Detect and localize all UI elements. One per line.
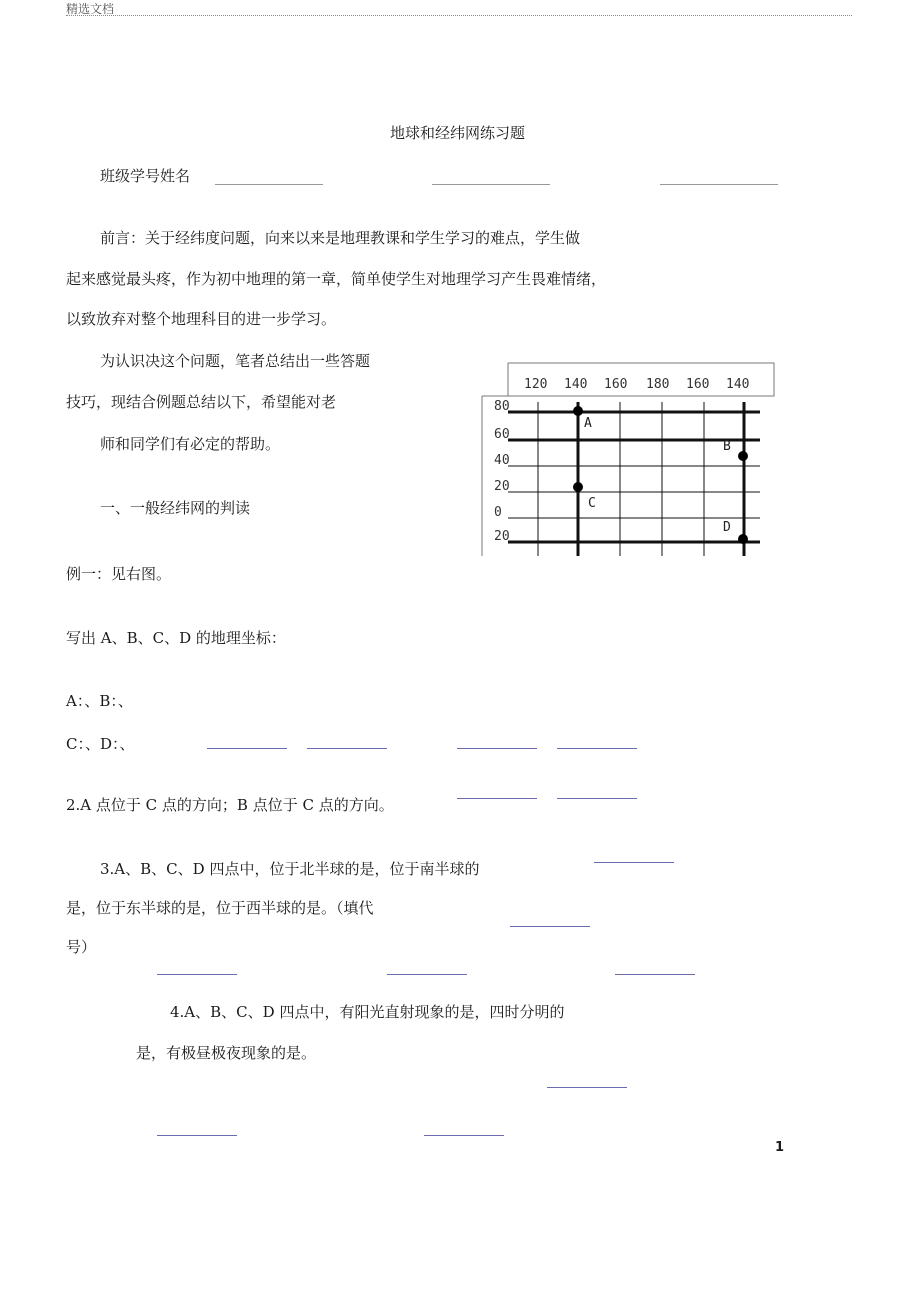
answer-blank[interactable] [547, 1087, 627, 1088]
question-1-line-1: A：、B：、 [66, 692, 133, 710]
intro-line-3: 师和同学们有必定的帮助。 [100, 435, 281, 453]
question-1-line-2: C：、D：、 [66, 735, 135, 753]
question-3-line-3: 号） [66, 938, 97, 956]
intro-line-2: 技巧，现结合例题总结以下，希望能对老 [66, 393, 337, 411]
preface-line-2: 起来感觉最头疼，作为初中地理的第一章，简单使学生对地理学习产生畏难情绪， [66, 270, 607, 288]
preface-line-3: 以致放弃对整个地理科目的进一步学习。 [66, 310, 337, 328]
point-c-marker [573, 482, 583, 492]
longitude-label: 140 [726, 377, 750, 392]
latitude-label: 60 [494, 427, 510, 442]
answer-blank[interactable] [557, 748, 637, 749]
answer-blank[interactable] [557, 798, 637, 799]
point-b-label: B [723, 439, 731, 454]
point-c-label: C [588, 496, 596, 511]
answer-blank[interactable] [457, 798, 537, 799]
answer-blank[interactable] [207, 748, 287, 749]
section-1-title: 一、一般经纬网的判读 [100, 499, 251, 517]
longitude-label: 160 [604, 377, 628, 392]
number-blank[interactable] [432, 184, 550, 185]
page-title: 地球和经纬网练习题 [390, 124, 526, 142]
answer-blank[interactable] [157, 974, 237, 975]
question-4-line-1: 4.A、B、C、D 四点中，有阳光直射现象的是，四时分明的 [170, 1003, 565, 1021]
latitude-label: 40 [494, 453, 510, 468]
answer-blank[interactable] [157, 1135, 237, 1136]
latitude-label: 20 [494, 529, 510, 544]
question-3-line-1: 3.A、B、C、D 四点中，位于北半球的是，位于南半球的 [100, 860, 480, 878]
lat-lon-grid-figure [478, 360, 778, 556]
question-1-prompt: 写出 A、B、C、D 的地理坐标： [66, 629, 286, 647]
latitude-label: 80 [494, 399, 510, 414]
point-b-marker [738, 451, 748, 461]
longitude-label: 180 [646, 377, 670, 392]
latitude-label: 20 [494, 479, 510, 494]
page-number: 1 [775, 1140, 785, 1155]
answer-blank[interactable] [615, 974, 695, 975]
name-blank[interactable] [660, 184, 778, 185]
answer-blank[interactable] [424, 1135, 504, 1136]
longitude-label: 160 [686, 377, 710, 392]
answer-blank[interactable] [457, 748, 537, 749]
example-1: 例一：见右图。 [66, 565, 172, 583]
preface-line-1: 前言：关于经纬度问题，向来以来是地理教课和学生学习的难点，学生做 [100, 229, 581, 247]
header-rule [66, 15, 852, 16]
answer-blank[interactable] [307, 748, 387, 749]
question-4-line-2: 是，有极昼极夜现象的是。 [136, 1044, 317, 1062]
point-d-marker [738, 534, 748, 544]
answer-blank[interactable] [387, 974, 467, 975]
point-d-label: D [723, 520, 731, 535]
student-info-label: 班级学号姓名 [100, 167, 191, 185]
header-label: 精选文档 [66, 2, 115, 16]
longitude-label: 140 [564, 377, 588, 392]
answer-blank[interactable] [510, 926, 590, 927]
longitude-label: 120 [524, 377, 548, 392]
question-2: 2.A 点位于 C 点的方向；B 点位于 C 点的方向。 [66, 796, 394, 814]
point-a-label: A [584, 416, 592, 431]
question-3-line-2: 是，位于东半球的是，位于西半球的是。（填代 [66, 899, 374, 917]
answer-blank[interactable] [594, 862, 674, 863]
point-a-marker [573, 406, 583, 416]
latitude-label: 0 [494, 505, 502, 520]
class-blank[interactable] [215, 184, 323, 185]
intro-line-1: 为认识决这个问题，笔者总结出一些答题 [100, 352, 371, 370]
